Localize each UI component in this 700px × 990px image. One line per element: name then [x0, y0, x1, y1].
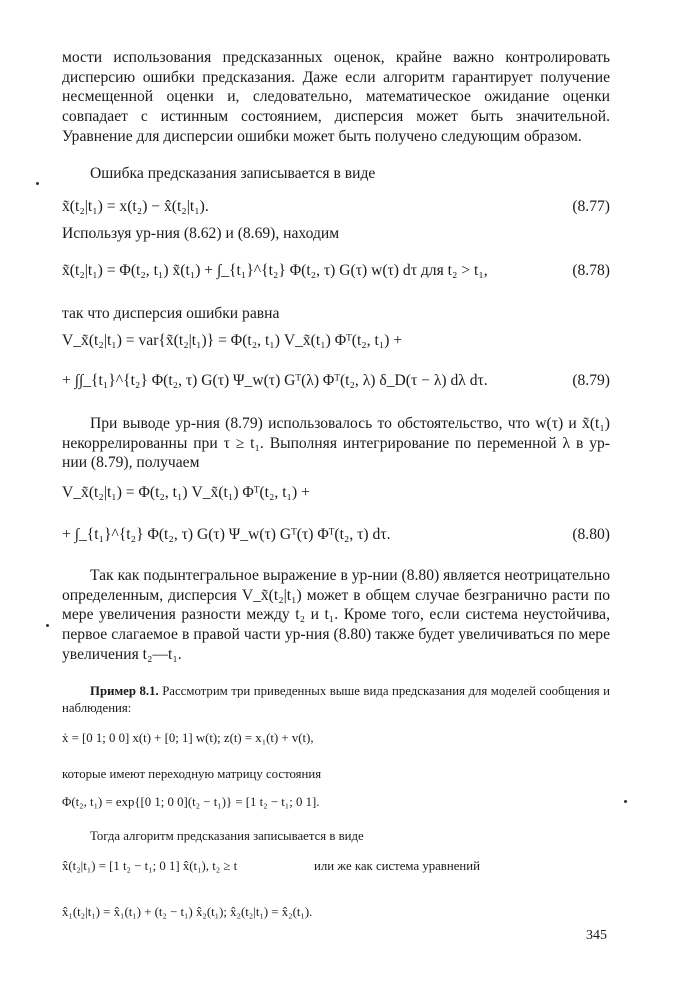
example-text: Рассмотрим три приведенных выше вида предсказания для моделей сообщения и наблюдения:: [62, 684, 610, 715]
example-intro: [62, 683, 610, 716]
equation-8-78-expression: x̃(t₂|t₁) = Φ(t₂, t₁) x̃(t₁) + ∫_{t₁}^{t₂} Φ(t₂, τ) G(τ) w(τ) dτ для t₂ > t₁,: [62, 262, 488, 279]
scan-speck: [46, 624, 49, 627]
paragraph-error-written: Ошибка предсказания записывается в виде: [90, 165, 376, 182]
example-equation-system: [62, 904, 610, 924]
equation-8-79-expression-2: + ∫∫_{t₁}^{t₂} Φ(t₂, τ) G(τ) Ψ_w(τ) Gᵀ(λ) Φᵀ(t₂, λ) δ_D(τ − λ) dλ dτ.: [62, 372, 488, 389]
example-equation-predict: [62, 858, 610, 878]
equation-8-79-line1: [62, 332, 610, 354]
example-text-transition-matrix: которые имеют переходную матрицу состояния: [62, 767, 322, 781]
example-text-algorithm: Тогда алгоритм предсказания записывается в виде: [90, 829, 364, 843]
paragraph-derivation: При выводе ур-ния (8.79) использовалось то обстоятельство, что w(τ) и x̃(t₁) некоррелированны при τ ≥ t₁. Выполняя интегрирование по переменной λ в ур-нии (8.79), получаем: [62, 415, 610, 472]
equation-8-80-number: (8.80): [572, 526, 610, 543]
equation-8-78-number: (8.78): [572, 262, 610, 279]
equation-8-79-line2: [62, 372, 610, 394]
example-equation-phi-expression: Φ(t₂, t₁) = exp{[0 1; 0 0](t₂ − t₁)} = [1 t₂ − t₁; 0 1].: [62, 795, 320, 809]
equation-8-80-line2: [62, 526, 610, 548]
equation-8-77-number: (8.77): [572, 198, 610, 215]
example-equation-system-expression: x̂₁(t₂|t₁) = x̂₁(t₁) + (t₂ − t₁) x̂₂(t₁); x̂₂(t₂|t₁) = x̂₂(t₁).: [62, 905, 313, 919]
equation-8-80-expression-2: + ∫_{t₁}^{t₂} Φ(t₂, τ) G(τ) Ψ_w(τ) Gᵀ(τ) Φᵀ(t₂, τ) dτ.: [62, 526, 391, 543]
equation-8-77: [62, 198, 610, 220]
page-number: 345: [586, 928, 607, 943]
equation-8-77-expression: x̃(t₂|t₁) = x(t₂) − x̂(t₂|t₁).: [62, 198, 209, 215]
paragraph-using-equations: Используя ур-ния (8.62) и (8.69), находим: [62, 225, 340, 242]
paragraph-integrand: Так как подынтегральное выражение в ур-нии (8.80) является неотрицательно определенным, дисперсия V_x̃(t₂|t₁) может в общем случае безгранично расти по мере увеличения разности между t₂ и t₁. Кроме того, если система неустойчива, первое слагаемое в правой части ур-ния (8.80) также будет увеличиваться по мере увеличения t₂—t₁.: [62, 567, 610, 663]
example-equation-model: [62, 730, 610, 750]
example-equation-predict-expression: x̂(t₂|t₁) = [1 t₂ − t₁; 0 1] x̂(t₁), t₂ ≥ t: [62, 859, 238, 873]
example-equation-predict-tail: или же как система уравнений: [314, 859, 480, 873]
equation-8-79-number: (8.79): [572, 372, 610, 389]
paragraph-variance-equals: так что дисперсия ошибки равна: [62, 305, 280, 322]
example-heading: Пример 8.1.: [90, 684, 159, 698]
equation-8-80-line1: [62, 484, 610, 506]
example-equation-phi: [62, 794, 610, 814]
scan-speck: [624, 800, 627, 803]
equation-8-78: [62, 262, 610, 284]
equation-8-80-expression-1: V_x̃(t₂|t₁) = Φ(t₂, t₁) V_x̃(t₁) Φᵀ(t₂, t₁) +: [62, 484, 310, 501]
example-equation-model-expression: ẋ = [0 1; 0 0] x(t) + [0; 1] w(t); z(t) = x₁(t) + v(t),: [62, 731, 314, 745]
equation-8-79-expression-1: V_x̃(t₂|t₁) = var{x̃(t₂|t₁)} = Φ(t₂, t₁) V_x̃(t₁) Φᵀ(t₂, t₁) +: [62, 332, 403, 349]
paragraph-variance-intro: мости использования предсказанных оценок, крайне важно контролировать дисперсию ошибки предсказания. Даже если алгоритм гарантирует получение несмещенной оценки и, следовательно, математическое ожидание оценки совпадает с истинным состоянием, дисперсия может быть значительной. Уравнение для дисперсии ошибки может быть получено следующим образом.: [62, 49, 610, 145]
scan-speck: [36, 182, 39, 185]
